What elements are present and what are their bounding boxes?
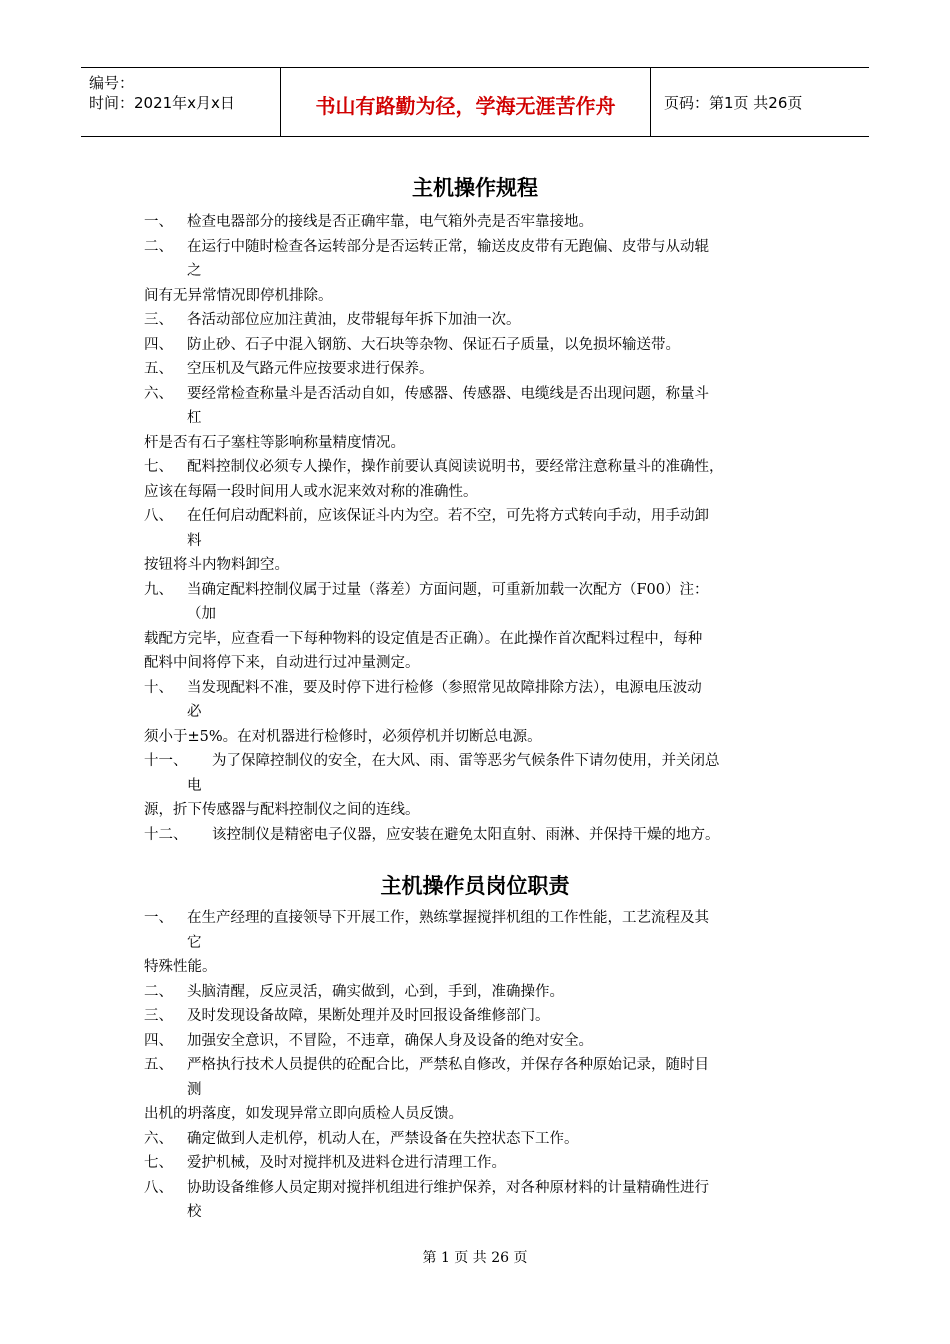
item-text-line: 校 bbox=[187, 1204, 202, 1220]
item-number: 一、 bbox=[144, 214, 173, 230]
header-page-info: 页码：第1页 共26页 bbox=[664, 93, 803, 112]
item-number: 六、 bbox=[144, 1130, 173, 1147]
item-text-line: 及时发现设备故障，果断处理并及时回报设备维修部门。 bbox=[187, 1008, 550, 1024]
header-motto: 书山有路勤为径，学海无涯苦作舟 bbox=[280, 68, 651, 136]
item-number: 九、 bbox=[144, 581, 173, 598]
item-continuation-line: 载配方完毕，应查看一下每种物料的设定值是否正确）。在此操作首次配料过程中，每种 bbox=[144, 630, 703, 647]
item-text-line: 为了保障控制仪的安全，在大风、雨、雷等恶劣气候条件下请勿使用，并关闭总 bbox=[212, 753, 720, 769]
item-number: 五、 bbox=[144, 361, 173, 377]
item-number: 七、 bbox=[144, 1155, 173, 1171]
item-continuation-line: 应该在每隔一段时间用人或水泥来效对称的准确性。 bbox=[144, 483, 478, 500]
item-number: 六、 bbox=[144, 385, 173, 402]
item-number: 八、 bbox=[144, 1179, 173, 1196]
item-text-line: 在运行中随时检查各运转部分是否运转正常，输送皮皮带有无跑偏、皮带与从动辊 bbox=[187, 238, 709, 255]
item-number: 十二、 bbox=[144, 826, 188, 843]
item-number: 十、 bbox=[144, 679, 173, 696]
item-number: 一、 bbox=[144, 910, 173, 926]
item-number: 七、 bbox=[144, 459, 173, 475]
page-header bbox=[81, 67, 869, 137]
item-text-line: 要经常检查称量斗是否活动自如，传感器、传感器、电缆线是否出现问题，称量斗 bbox=[187, 385, 709, 402]
page-footer: 第 1 页 共 26 页 bbox=[422, 1250, 528, 1266]
item-number: 四、 bbox=[144, 1032, 173, 1049]
item-text-line: 测 bbox=[187, 1081, 202, 1098]
item-continuation-line: 须小于±5%。在对机器进行检修时，必须停机并切断总电源。 bbox=[144, 728, 542, 745]
item-continuation-line: 特殊性能。 bbox=[144, 959, 217, 975]
item-text-line: 料 bbox=[187, 532, 202, 549]
item-text-line: 之 bbox=[187, 263, 202, 279]
item-text-line: 头脑清醒，反应灵活，确实做到，心到，手到，准确操作。 bbox=[187, 983, 564, 1000]
item-text-line: 加强安全意识，不冒险，不违章，确保人身及设备的绝对安全。 bbox=[187, 1032, 593, 1049]
item-number: 二、 bbox=[144, 983, 173, 1000]
item-continuation-line: 源，折下传感器与配料控制仪之间的连线。 bbox=[144, 802, 420, 818]
item-number: 八、 bbox=[144, 508, 173, 524]
item-text-line: 协助设备维修人员定期对搅拌机组进行维护保养，对各种原材料的计量精确性进行 bbox=[187, 1179, 709, 1196]
item-continuation-line: 间有无异常情况即停机排除。 bbox=[144, 287, 333, 304]
item-text-line: 它 bbox=[187, 934, 202, 951]
item-number: 二、 bbox=[144, 238, 173, 255]
item-text-line: 当发现配料不准，要及时停下进行检修（参照常见故障排除方法），电源电压波动 bbox=[187, 679, 702, 696]
header-meta bbox=[81, 68, 280, 136]
section-title: 主机操作规程 bbox=[412, 175, 538, 200]
item-text-line: 确定做到人走机停，机动人在，严禁设备在失控状态下工作。 bbox=[187, 1130, 579, 1147]
item-continuation-line: 出机的坍落度，如发现异常立即向质检人员反馈。 bbox=[144, 1106, 463, 1122]
item-text-line: 爱护机械，及时对搅拌机及进料仓进行清理工作。 bbox=[187, 1155, 506, 1171]
item-number: 三、 bbox=[144, 1008, 173, 1024]
item-text-line: 杠 bbox=[187, 410, 202, 426]
item-text-line: 防止砂、石子中混入钢筋、大石块等杂物、保证石子质量，以免损坏输送带。 bbox=[187, 336, 680, 353]
item-continuation-line: 配料中间将停下来，自动进行过冲量测定。 bbox=[144, 655, 420, 671]
document-date: 时间：2021年x月x日 bbox=[89, 94, 235, 112]
item-text-line: 检查电器部分的接线是否正确牢靠，电气箱外壳是否牢靠接地。 bbox=[187, 214, 593, 230]
item-text-line: 电 bbox=[187, 777, 202, 794]
item-number: 五、 bbox=[144, 1057, 173, 1073]
item-text-line: 在生产经理的直接领导下开展工作，熟练掌握搅拌机组的工作性能，工艺流程及其 bbox=[187, 910, 709, 926]
item-text-line: 在任何启动配料前，应该保证斗内为空。若不空，可先将方式转向手动，用手动卸 bbox=[187, 508, 709, 524]
item-number: 十一、 bbox=[144, 753, 188, 769]
item-continuation-line: 杆是否有石子塞柱等影响称量精度情况。 bbox=[144, 434, 405, 451]
item-text-line: 空压机及气路元件应按要求进行保养。 bbox=[187, 361, 434, 377]
item-continuation-line: 按钮将斗内物料卸空。 bbox=[144, 557, 289, 573]
item-text-line: 当确定配料控制仪属于过量（落差）方面问题，可重新加载一次配方（F00）注： bbox=[187, 581, 709, 598]
item-text-line: 各活动部位应加注黄油，皮带辊每年拆下加油一次。 bbox=[187, 312, 521, 328]
item-text-line: （加 bbox=[187, 606, 216, 622]
item-text-line: 配料控制仪必须专人操作，操作前要认真阅读说明书，要经常注意称量斗的准确性， bbox=[187, 459, 724, 475]
item-number: 三、 bbox=[144, 312, 173, 328]
item-text-line: 必 bbox=[187, 704, 202, 720]
document-number-label: 编号： bbox=[89, 74, 135, 92]
item-text-line: 严格执行技术人员提供的砼配合比，严禁私自修改，并保存各种原始记录，随时目 bbox=[187, 1057, 709, 1073]
section-title: 主机操作员岗位职责 bbox=[380, 873, 570, 898]
item-number: 四、 bbox=[144, 336, 173, 353]
item-text-line: 该控制仪是精密电子仪器，应安装在避免太阳直射、雨淋、并保持干燥的地方。 bbox=[212, 826, 720, 843]
